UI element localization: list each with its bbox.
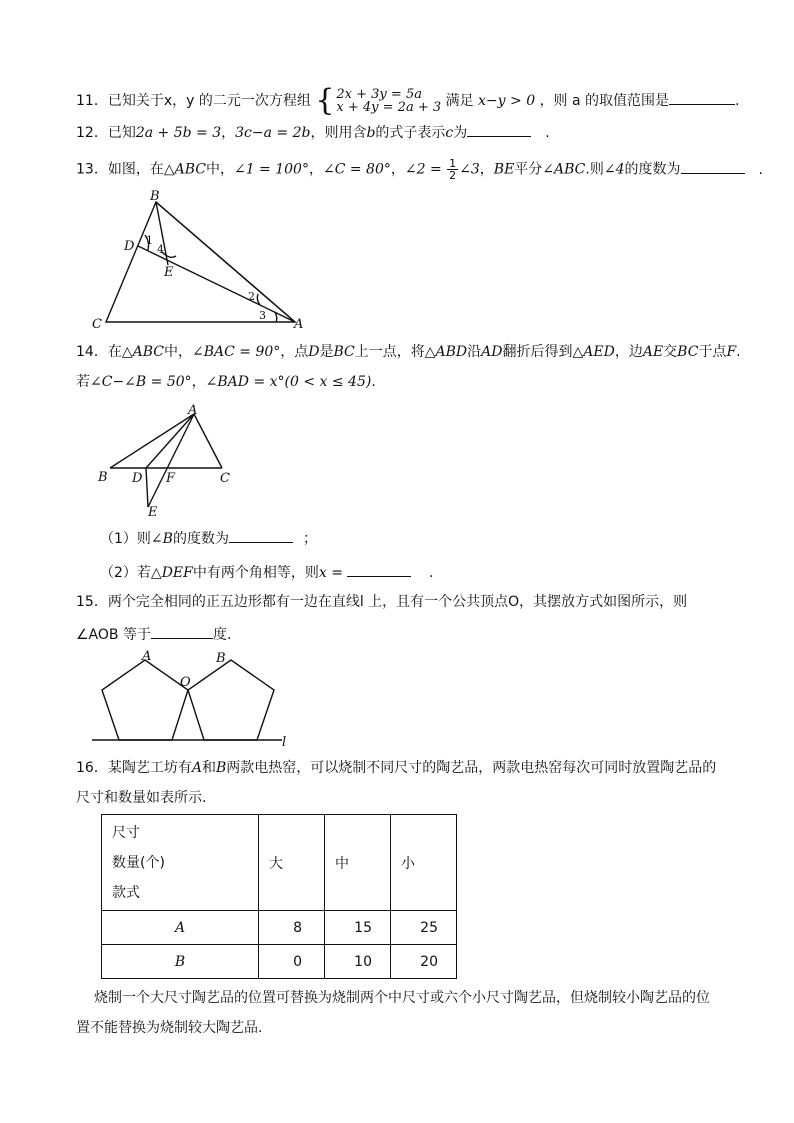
label-b: B bbox=[216, 651, 226, 666]
answer-blank[interactable] bbox=[151, 624, 213, 639]
separator: ， bbox=[308, 161, 323, 178]
triangle: △ABD bbox=[424, 344, 468, 360]
label-l: l bbox=[282, 735, 287, 748]
question-text: ， bbox=[221, 125, 236, 141]
label-c: C bbox=[92, 317, 102, 332]
figure-15 bbox=[88, 648, 298, 748]
pentagon-right bbox=[188, 660, 274, 740]
header-large: 大 bbox=[259, 815, 325, 911]
question-text: 中， bbox=[205, 161, 234, 178]
question-text: 于点 bbox=[698, 344, 727, 360]
segment-ae bbox=[138, 246, 295, 322]
question-15 bbox=[76, 592, 687, 612]
segment-de bbox=[146, 468, 148, 507]
question-number: 15． bbox=[76, 594, 108, 610]
question-number: 11． bbox=[76, 93, 108, 109]
table-cell: 10 bbox=[325, 945, 391, 979]
condition: ∠BAD = x°(0 < x ≤ 45) bbox=[205, 374, 372, 390]
header-medium: 中 bbox=[325, 815, 391, 911]
table-cell: 15 bbox=[325, 911, 391, 945]
segment: AD bbox=[481, 344, 503, 360]
variable: x = bbox=[318, 565, 343, 581]
brace-icon: { bbox=[315, 83, 335, 118]
label-1: 1 bbox=[146, 234, 153, 247]
question-number: 14． bbox=[76, 344, 108, 360]
triangle: △ABC bbox=[121, 344, 164, 360]
question-text: 已知 bbox=[107, 125, 136, 141]
table-row bbox=[102, 945, 457, 979]
table-cell: 8 bbox=[259, 911, 325, 945]
question-16 bbox=[76, 758, 716, 778]
question-text: ， bbox=[191, 374, 206, 390]
label-b: B bbox=[98, 470, 108, 485]
denominator: 2 bbox=[449, 169, 457, 182]
point: D bbox=[308, 344, 320, 360]
label-a: A bbox=[142, 649, 152, 664]
separator: ， bbox=[479, 161, 494, 178]
question-11 bbox=[76, 83, 740, 118]
fraction bbox=[447, 158, 458, 181]
answer-blank[interactable] bbox=[229, 528, 293, 543]
question-13 bbox=[76, 158, 763, 181]
question-text: 为 bbox=[453, 125, 468, 141]
angle: ∠ABC bbox=[542, 161, 586, 178]
question-number: 13． bbox=[76, 161, 108, 178]
question-text: 置不能替换为烧制较大陶艺品. bbox=[76, 1020, 263, 1036]
question-text: ，点 bbox=[280, 344, 309, 360]
kiln-name: B bbox=[215, 760, 227, 776]
segment: BE bbox=[493, 161, 515, 178]
question-text: 如图，在 bbox=[107, 161, 164, 178]
question-14-part-2 bbox=[100, 562, 433, 583]
table-row bbox=[102, 911, 457, 945]
label-e: E bbox=[164, 265, 174, 280]
angle: ∠3 bbox=[459, 161, 480, 178]
angle-arc-4 bbox=[162, 252, 176, 257]
question-text: 的度数为 bbox=[624, 161, 681, 178]
header-size: 尺寸 bbox=[112, 824, 140, 841]
question-text: 中有两个角相等，则 bbox=[192, 565, 319, 581]
label-c: C bbox=[220, 471, 230, 486]
table-cell: 25 bbox=[391, 911, 457, 945]
label-b: B bbox=[150, 190, 160, 204]
table-cell: 0 bbox=[259, 945, 325, 979]
question-number: 16． bbox=[76, 760, 108, 776]
angle: ∠4 bbox=[603, 161, 625, 178]
label-o: O bbox=[180, 675, 191, 690]
triangle: △AED bbox=[572, 344, 615, 360]
question-text: 沿 bbox=[467, 344, 482, 360]
question-text: 和 bbox=[201, 760, 216, 776]
question-16-paragraph-2 bbox=[76, 1018, 262, 1038]
point: F bbox=[726, 344, 737, 360]
label-4: 4 bbox=[157, 243, 164, 256]
segment-be bbox=[156, 202, 295, 322]
figure-14 bbox=[94, 402, 244, 522]
question-text: 度. bbox=[212, 627, 232, 643]
period: . bbox=[371, 374, 376, 390]
numerator: 1 bbox=[449, 157, 457, 170]
separator: ； bbox=[302, 531, 317, 547]
header-qty: 数量(个) bbox=[112, 854, 165, 871]
segment-ac bbox=[194, 414, 222, 468]
question-text: 的度数为 bbox=[172, 531, 229, 547]
question-text: 在 bbox=[107, 344, 122, 360]
answer-blank[interactable] bbox=[347, 562, 411, 577]
angle: ∠C = 80° bbox=[322, 161, 391, 178]
separator: ， bbox=[390, 161, 405, 178]
period: . bbox=[758, 161, 763, 178]
segment: BC bbox=[333, 344, 355, 360]
period: . bbox=[428, 565, 434, 581]
question-text: 翻折后得到 bbox=[502, 344, 573, 360]
table-header-row bbox=[102, 815, 457, 911]
label-a: A bbox=[188, 403, 198, 418]
question-text: 的式子表示 bbox=[375, 125, 446, 141]
question-text: （2）若 bbox=[100, 565, 151, 581]
label-2: 2 bbox=[248, 290, 255, 303]
variable: b bbox=[366, 125, 376, 141]
period: . bbox=[545, 125, 550, 141]
angle: ∠BAC = 90° bbox=[191, 344, 281, 360]
label-f: F bbox=[166, 471, 176, 486]
row-label: A bbox=[102, 911, 259, 945]
question-text: 尺寸和数量如表所示. bbox=[76, 790, 207, 806]
kiln-name: A bbox=[191, 760, 202, 776]
question-text: ，则用含 bbox=[310, 125, 367, 141]
table-cell: 20 bbox=[391, 945, 457, 979]
answer-blank[interactable] bbox=[467, 122, 531, 137]
answer-blank[interactable] bbox=[681, 159, 745, 174]
question-text: ，边 bbox=[614, 344, 643, 360]
variable: c bbox=[445, 125, 454, 141]
kiln-capacity-table bbox=[101, 814, 457, 979]
question-text: ，则 a 的取值范围是 bbox=[539, 93, 670, 109]
question-14-part-1 bbox=[100, 528, 317, 549]
question-text: 已知关于x，y 的二元一次方程组 bbox=[107, 93, 311, 109]
question-text: 某陶艺工坊有 bbox=[107, 760, 192, 776]
question-text: （1）则 bbox=[100, 531, 151, 547]
equation-2: x + 4y = 2a + 3 bbox=[336, 100, 442, 115]
condition: ∠C−∠B = 50° bbox=[90, 374, 192, 390]
equation-1: 2x + 3y = 5a bbox=[336, 87, 422, 102]
question-14-line-2 bbox=[76, 372, 376, 392]
angle: ∠1 = 100° bbox=[233, 161, 309, 178]
equation: 2a + 5b = 3 bbox=[135, 125, 222, 141]
question-14 bbox=[76, 342, 741, 362]
question-text: 中， bbox=[163, 344, 192, 360]
question-text: 若 bbox=[76, 374, 90, 390]
question-number: 12． bbox=[76, 125, 108, 141]
equation: 3c−a = 2b bbox=[235, 125, 311, 141]
label-d: D bbox=[132, 471, 143, 486]
angle: ∠B bbox=[150, 531, 173, 547]
label-d: D bbox=[124, 239, 135, 254]
question-text: .则 bbox=[585, 161, 604, 178]
question-text: 平分 bbox=[514, 161, 543, 178]
pentagon-left bbox=[102, 660, 188, 740]
question-text: 交 bbox=[663, 344, 678, 360]
angle: ∠2 = bbox=[404, 161, 442, 178]
equation-system bbox=[315, 83, 442, 118]
question-text: 是 bbox=[319, 344, 334, 360]
segment: BC bbox=[677, 344, 699, 360]
question-16-paragraph-1 bbox=[94, 988, 710, 1008]
question-text: 上一点，将 bbox=[354, 344, 425, 360]
triangle-abc bbox=[106, 202, 295, 322]
label-e: E bbox=[148, 505, 158, 520]
question-12 bbox=[76, 122, 550, 143]
question-text: 两款电热窑，可以烧制不同尺寸的陶艺品，两款电热窑每次可同时放置陶艺品的 bbox=[226, 760, 717, 776]
question-15-line-2 bbox=[76, 624, 231, 645]
condition: x−y > 0 bbox=[478, 93, 536, 109]
row-label: B bbox=[102, 945, 259, 979]
label-3: 3 bbox=[259, 309, 266, 322]
period: . bbox=[736, 344, 741, 360]
label-a: A bbox=[294, 317, 304, 332]
period: . bbox=[735, 93, 740, 109]
question-text: 烧制一个大尺寸陶艺品的位置可替换为烧制两个中尺寸或六个小尺寸陶艺品，但烧制较小陶艺品的位 bbox=[94, 990, 710, 1006]
header-small: 小 bbox=[391, 815, 457, 911]
figure-13 bbox=[90, 190, 320, 335]
question-text: ∠AOB 等于 bbox=[76, 627, 151, 643]
segment: AE bbox=[642, 344, 664, 360]
question-text: 满足 bbox=[445, 93, 474, 109]
question-text: 两个完全相同的正五边形都有一边在直线l 上，且有一个公共顶点O，其摆放方式如图所示，则 bbox=[107, 594, 688, 610]
triangle: △DEF bbox=[150, 565, 193, 581]
header-corner-cell bbox=[102, 815, 259, 911]
question-16-line-2 bbox=[76, 788, 206, 808]
answer-blank[interactable] bbox=[669, 90, 735, 105]
header-model: 款式 bbox=[112, 884, 140, 901]
segment-ae bbox=[148, 414, 194, 507]
triangle: △ABC bbox=[163, 161, 206, 178]
